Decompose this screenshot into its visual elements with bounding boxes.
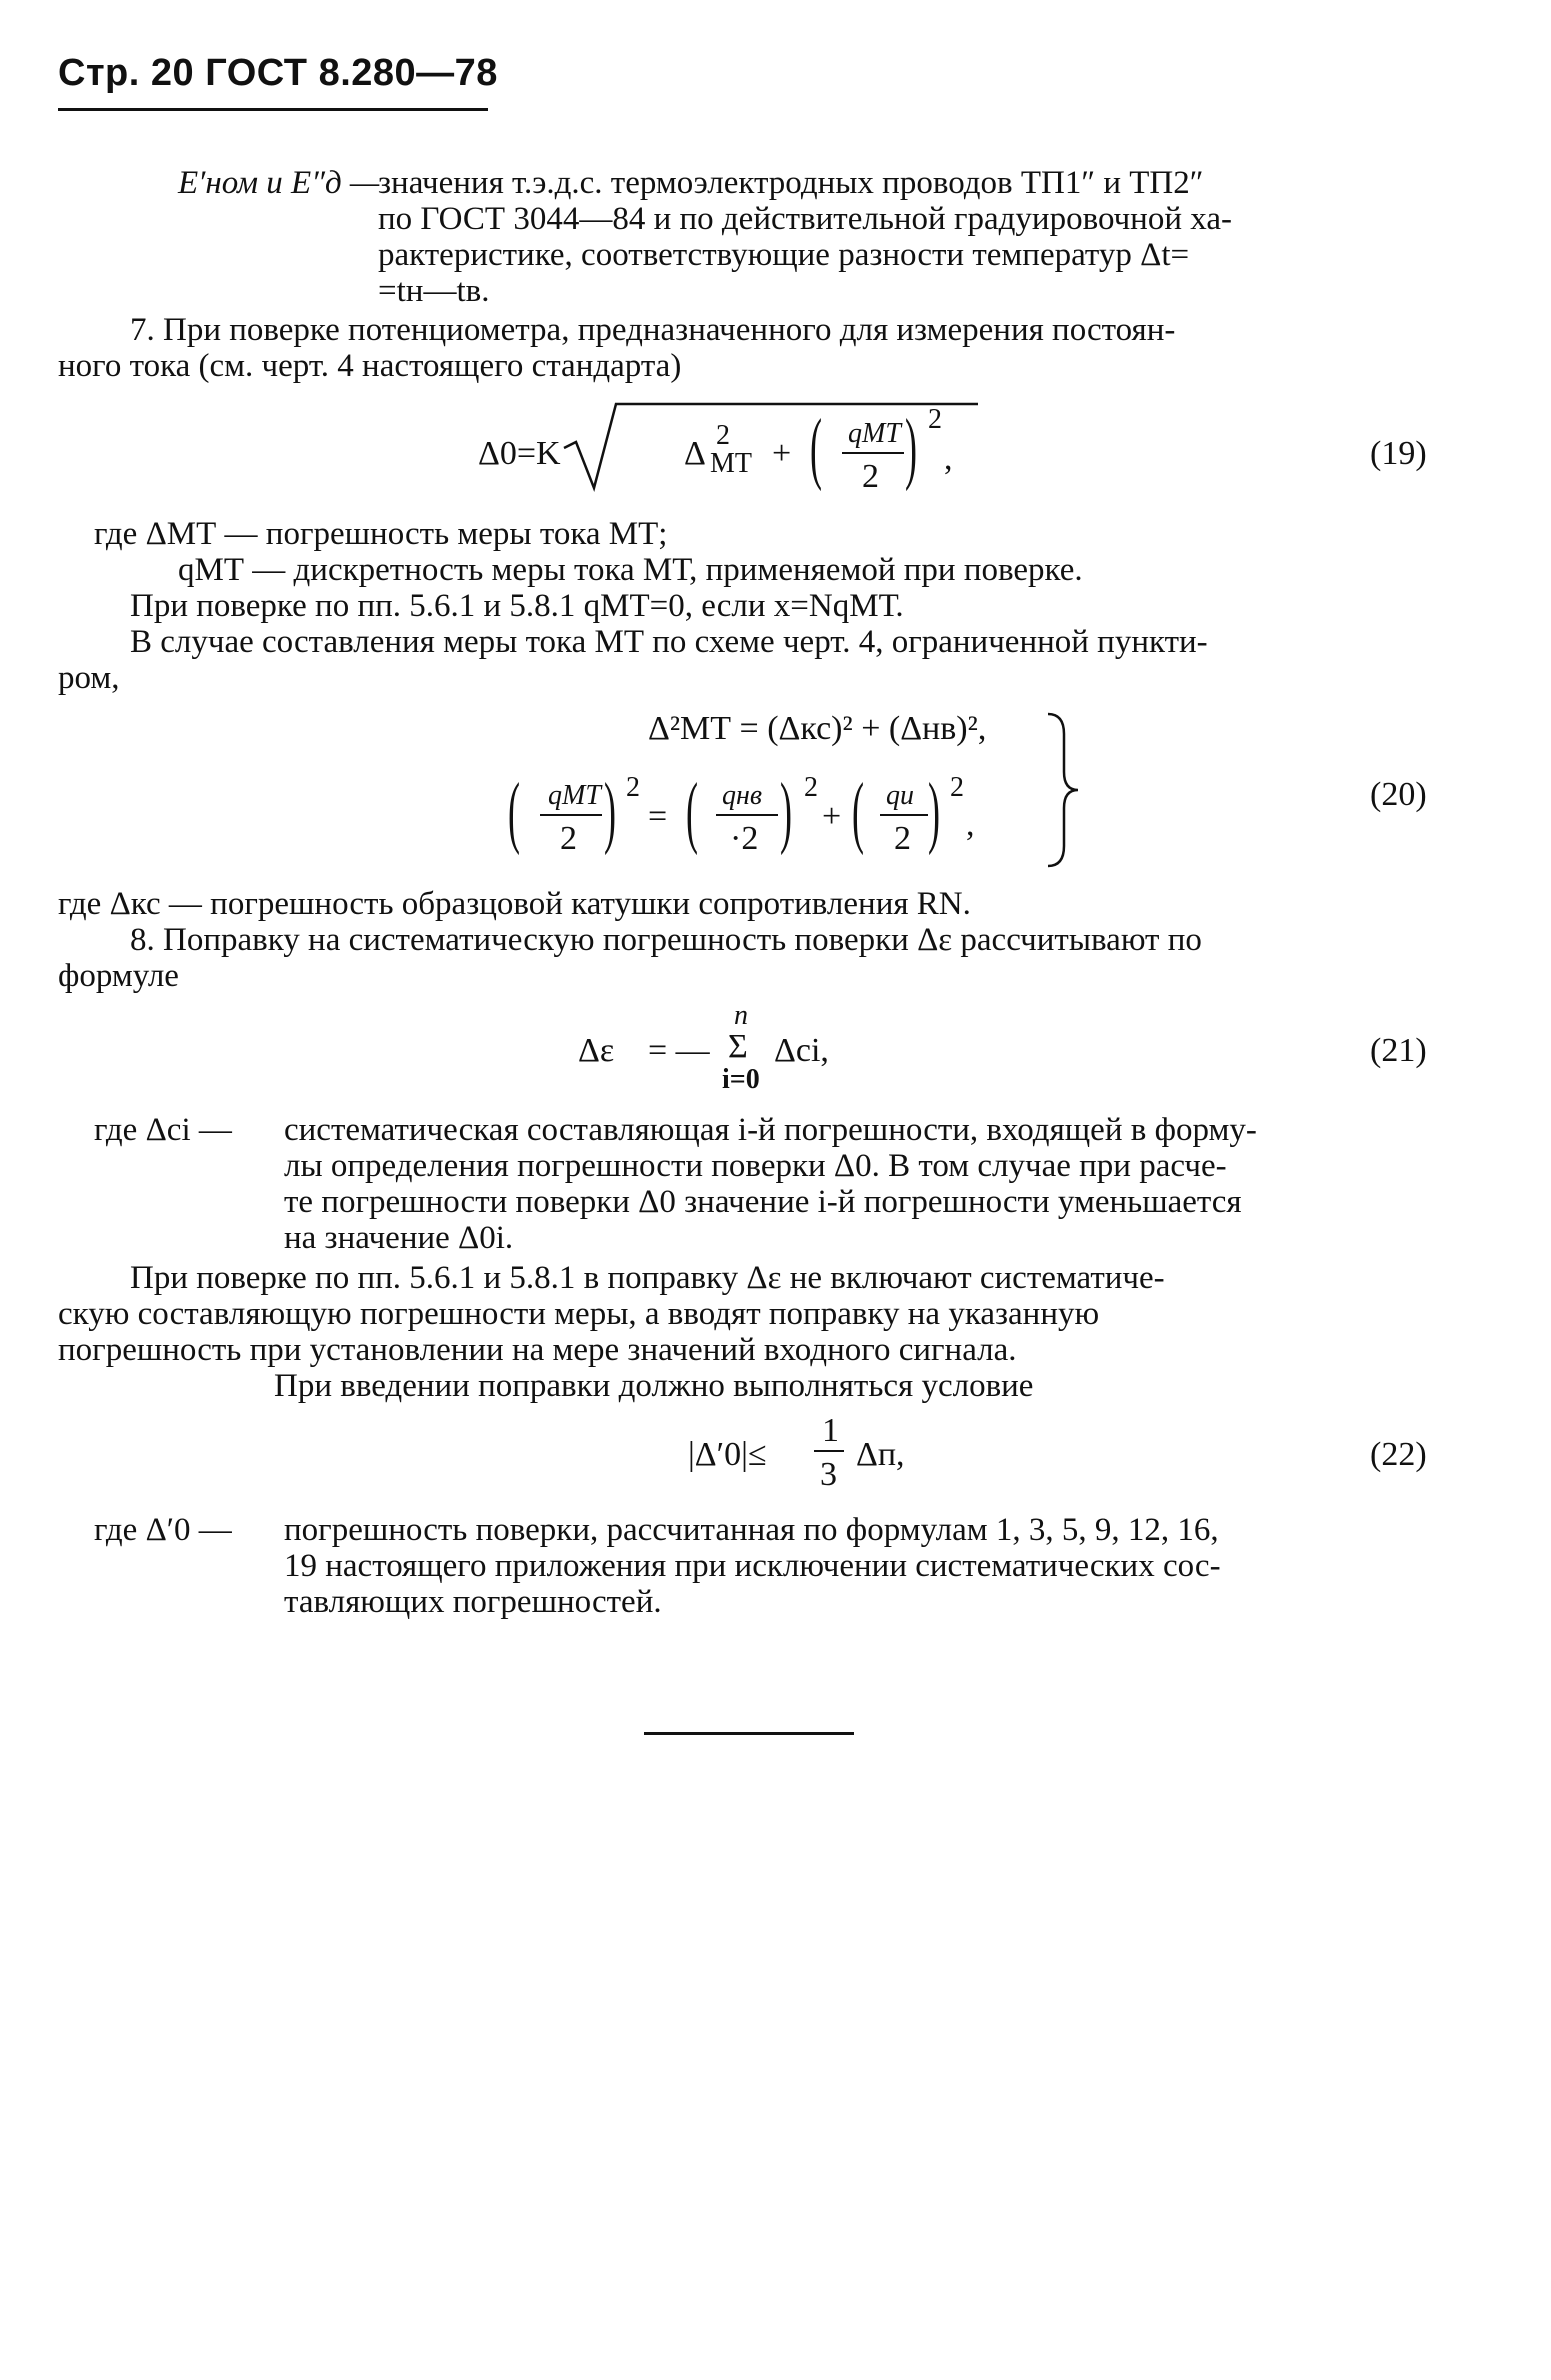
eq19-delta: Δ	[684, 435, 706, 472]
eq21-number: (21)	[1370, 1032, 1427, 1069]
eq19-delta-sup: 2	[716, 420, 730, 451]
eq21-lhs: Δε	[578, 1032, 615, 1069]
defs19-line-2: qМТ — дискретность меры тока МТ, применяемой при поверке.	[178, 552, 1083, 588]
eq19-frac-bar	[842, 452, 904, 454]
eq20-frac3-bar	[880, 814, 928, 816]
def-e-line-3: рактеристике, соответствующие разности температур Δt=	[378, 237, 1190, 273]
eq19-exp: 2	[928, 404, 942, 435]
eq20-paren-1-left: (	[508, 768, 520, 856]
eq19-left-paren: (	[810, 404, 822, 492]
def22-line-1: погрешность поверки, рассчитанная по формулам 1, 3, 5, 9, 12, 16,	[284, 1512, 1219, 1548]
def22-line-3: тавляющих погрешностей.	[284, 1584, 662, 1620]
eq19-right-paren: )	[905, 404, 917, 492]
p8-line-2: формуле	[58, 958, 179, 994]
eq20-number: (20)	[1370, 776, 1427, 813]
eq20-paren-1-right: )	[604, 768, 616, 856]
eq20-paren-2-left: (	[686, 768, 698, 856]
def21-line-4: на значение Δ0i.	[284, 1220, 514, 1256]
def22-term: где Δ′0 —	[94, 1512, 232, 1548]
def21-line-1: систематическая составляющая i-й погрешности, входящей в форму-	[284, 1112, 1257, 1148]
p-last-line-2: скую составляющую погрешности меры, а вводят поправку на указанную	[58, 1296, 1100, 1332]
eq20-frac1-bar	[540, 814, 602, 816]
eq19-number: (19)	[1370, 435, 1427, 472]
p-last-line-1: При поверке по пп. 5.6.1 и 5.8.1 в поправку Δε не включают систематиче-	[130, 1260, 1165, 1296]
eq19-lhs: Δ0=K	[478, 435, 561, 472]
eq22-lhs: |Δ′0|≤	[688, 1436, 767, 1473]
def-e-term: E′ном и E″д —	[178, 165, 380, 201]
def20-line: где Δкс — погрешность образцовой катушки сопротивления RN.	[58, 886, 971, 922]
eq22-rhs: Δп,	[856, 1436, 905, 1473]
eq20-frac1-den: 2	[560, 820, 577, 857]
def21-term: где Δci —	[94, 1112, 232, 1148]
eq20-frac2-bar	[716, 814, 778, 816]
eq20-comma: ,	[966, 806, 975, 843]
eq20-exp-3: 2	[950, 772, 964, 803]
eq22-frac-bar	[814, 1450, 844, 1452]
p7-line-1: 7. При поверке потенциометра, предназначенного для измерения постоян-	[130, 312, 1176, 348]
end-rule	[644, 1732, 854, 1735]
eq20-paren-3-right: )	[928, 768, 940, 856]
eq21-bottom: i=0	[722, 1064, 760, 1095]
def21-line-2: лы определения погрешности поверки Δ0. В том случае при расче-	[284, 1148, 1227, 1184]
eq20-frac2-num: qнв	[722, 780, 763, 811]
eq19-frac-den: 2	[862, 458, 879, 495]
eq19-frac-num: qМТ	[848, 418, 901, 449]
eq20-line-1: Δ²МТ = (Δкс)² + (Δнв)²,	[648, 710, 987, 747]
eq21-term: Δci,	[774, 1032, 829, 1069]
eq20-exp-1: 2	[626, 772, 640, 803]
eq20-frac2-den: ·2	[730, 820, 759, 857]
def22-line-2: 19 настоящего приложения при исключении систематических сос-	[284, 1548, 1221, 1584]
defs19-line-4: В случае составления меры тока МТ по схеме черт. 4, ограниченной пункти-	[130, 624, 1208, 660]
eq20-paren-3-left: (	[852, 768, 864, 856]
defs19-line-1: где ΔМТ — погрешность меры тока МТ;	[94, 516, 668, 552]
def-e-line-4: =tн—tв.	[378, 273, 490, 309]
p-last-line-4: При введении поправки должно выполняться условие	[274, 1368, 1034, 1404]
eq22-number: (22)	[1370, 1436, 1427, 1473]
eq20-plus: +	[822, 798, 842, 835]
header-rule	[58, 108, 488, 111]
eq21-top: n	[734, 1000, 748, 1031]
eq20-frac3-num: qи	[886, 780, 914, 811]
eq20-exp-2: 2	[804, 772, 818, 803]
p8-line-1: 8. Поправку на систематическую погрешность поверки Δε рассчитывают по	[130, 922, 1202, 958]
eq20-frac3-den: 2	[894, 820, 911, 857]
sqrt-radical	[560, 396, 980, 496]
eq19-delta-sub: МТ	[710, 448, 752, 479]
def-e-line-2: по ГОСТ 3044—84 и по действительной градуировочной ха-	[378, 201, 1232, 237]
def21-line-3: те погрешности поверки Δ0 значение i-й погрешности уменьшается	[284, 1184, 1242, 1220]
defs19-line-5: ром,	[58, 660, 120, 696]
p-last-line-3: погрешность при установлении на мере значений входного сигнала.	[58, 1332, 1017, 1368]
eq22-den: 3	[820, 1456, 837, 1493]
eq22-num: 1	[822, 1412, 839, 1449]
eq21-eq: = —	[648, 1032, 710, 1069]
p7-line-2: ного тока (см. черт. 4 настоящего стандарта)	[58, 348, 682, 384]
eq21-sigma: Σ	[728, 1028, 748, 1065]
eq19-comma: ,	[944, 440, 953, 477]
page-header: Стр. 20 ГОСТ 8.280—78	[58, 52, 498, 94]
def-e-line-1: значения т.э.д.с. термоэлектродных проводов ТП1″ и ТП2″	[378, 165, 1204, 201]
eq19-plus: +	[772, 435, 792, 472]
defs19-line-3: При поверке по пп. 5.6.1 и 5.8.1 qМТ=0, если x=NqМТ.	[130, 588, 904, 624]
eq20-frac1-num: qМТ	[548, 780, 601, 811]
eq20-equals: =	[648, 798, 668, 835]
eq20-paren-2-right: )	[780, 768, 792, 856]
eq20-right-brace	[1042, 712, 1082, 868]
